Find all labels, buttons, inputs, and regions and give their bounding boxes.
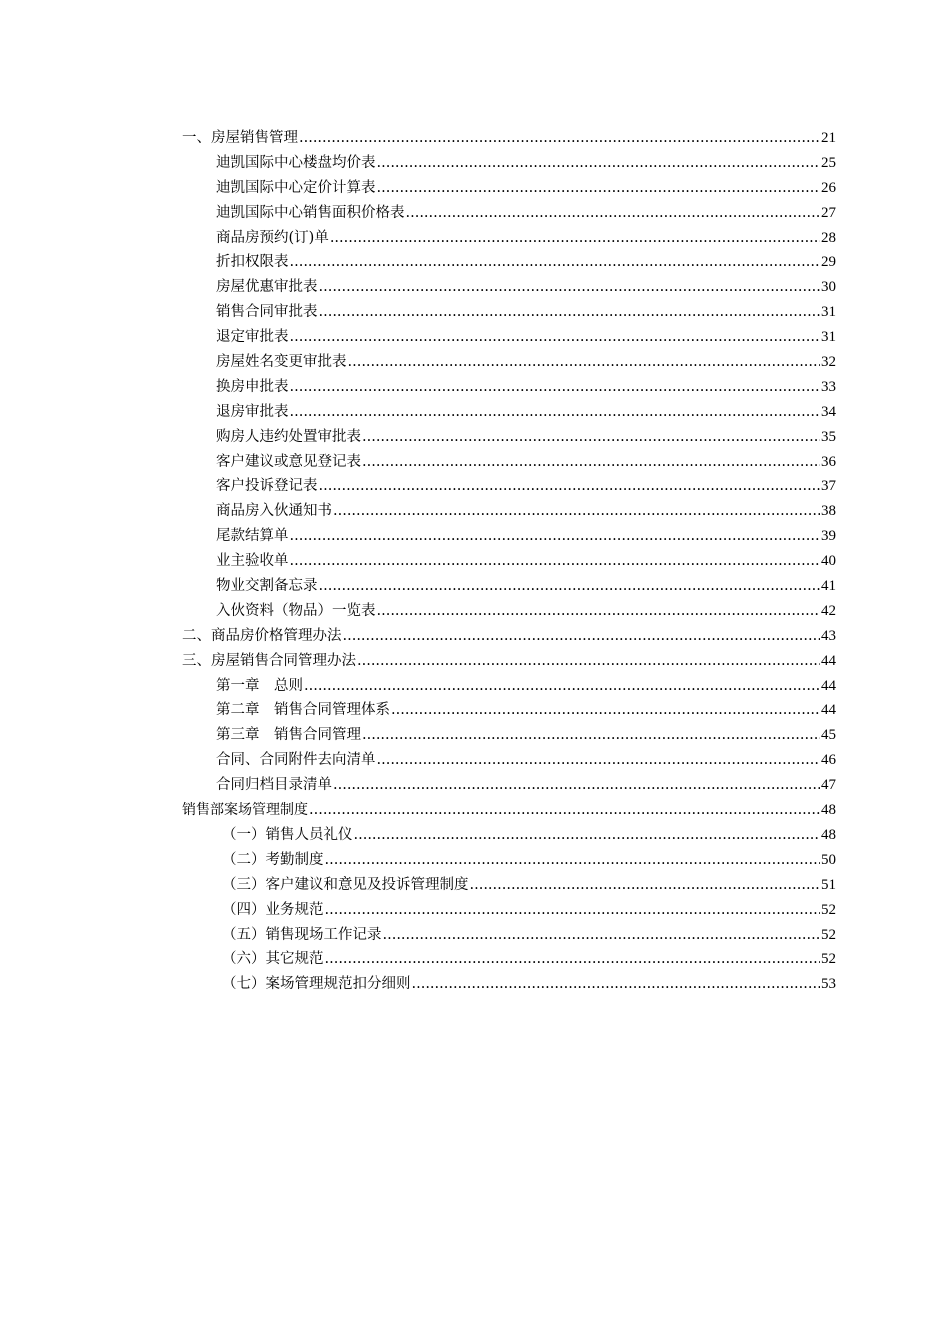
toc-entry[interactable] — [182, 375, 836, 400]
toc-entry-page-number: 37 — [821, 478, 836, 495]
toc-entry[interactable] — [182, 773, 836, 798]
toc-dot-leader — [290, 400, 821, 425]
toc-entry-title: 购房人违约处置审批表 — [216, 428, 361, 445]
toc-dot-leader — [362, 450, 820, 475]
toc-entry-title: 尾款结算单 — [216, 528, 289, 545]
toc-entry-title: 销售部案场管理制度 — [182, 802, 308, 819]
toc-entry-title: 销售合同审批表 — [216, 304, 318, 321]
toc-entry-page-number: 27 — [821, 204, 836, 221]
toc-dot-leader — [354, 823, 821, 848]
toc-dot-leader — [333, 773, 820, 798]
toc-entry-page-number: 29 — [821, 254, 836, 271]
toc-entry-page-number: 26 — [821, 179, 836, 196]
toc-entry-page-number: 25 — [821, 154, 836, 171]
toc-entry[interactable] — [182, 549, 836, 574]
toc-entry-title: 房屋优惠审批表 — [216, 279, 318, 296]
toc-dot-leader — [391, 698, 820, 723]
toc-dot-leader — [290, 524, 821, 549]
toc-entry[interactable] — [182, 151, 836, 176]
toc-entry-page-number: 53 — [821, 976, 836, 993]
toc-entry[interactable] — [182, 176, 836, 201]
toc-entry-page-number: 51 — [821, 876, 836, 893]
toc-entry-page-number: 40 — [821, 553, 836, 570]
toc-entry[interactable] — [182, 698, 836, 723]
toc-dot-leader — [377, 599, 821, 624]
toc-entry-page-number: 48 — [821, 802, 836, 819]
toc-entry[interactable] — [182, 201, 836, 226]
toc-entry-title: 一、房屋销售管理 — [182, 130, 298, 146]
toc-dot-leader — [325, 898, 821, 923]
toc-entry-page-number: 30 — [821, 279, 836, 296]
toc-entry-title: （六）其它规范 — [222, 951, 324, 968]
toc-entry-title: 客户投诉登记表 — [216, 478, 318, 495]
toc-entry-page-number: 35 — [821, 428, 836, 445]
toc-entry-page-number: 33 — [821, 378, 836, 395]
toc-entry-page-number: 34 — [821, 403, 836, 420]
toc-dot-leader — [319, 275, 821, 300]
toc-dot-leader — [470, 873, 821, 898]
toc-entry-page-number: 52 — [821, 926, 836, 943]
toc-entry-title: 入伙资料（物品）一览表 — [216, 602, 376, 619]
toc-entry-page-number: 48 — [821, 826, 836, 843]
toc-entry-page-number: 52 — [821, 901, 836, 918]
toc-entry[interactable] — [182, 524, 836, 549]
toc-entry[interactable] — [182, 574, 836, 599]
toc-entry-title: 退定审批表 — [216, 329, 289, 346]
toc-entry-title: 商品房入伙通知书 — [216, 503, 332, 520]
toc-dot-leader — [319, 574, 821, 599]
toc-entry[interactable] — [182, 275, 836, 300]
toc-dot-leader — [343, 624, 821, 649]
toc-entry-title: （七）案场管理规范扣分细则 — [222, 976, 411, 993]
toc-dot-leader — [377, 748, 821, 773]
toc-dot-leader — [330, 226, 820, 251]
toc-entry-page-number: 41 — [821, 578, 836, 595]
toc-dot-leader — [333, 499, 820, 524]
toc-dot-leader — [304, 674, 820, 699]
toc-dot-leader — [319, 300, 821, 325]
toc-entry-page-number: 21 — [821, 130, 836, 146]
toc-entry-title: （三）客户建议和意见及投诉管理制度 — [222, 876, 469, 893]
toc-entry-title: 业主验收单 — [216, 553, 289, 570]
toc-entry-page-number: 42 — [821, 602, 836, 619]
toc-dot-leader — [406, 201, 821, 226]
toc-entry-page-number: 31 — [821, 329, 836, 346]
toc-entry-title: 三、房屋销售合同管理办法 — [182, 652, 356, 669]
toc-entry[interactable] — [182, 624, 836, 649]
toc-entry-page-number: 47 — [821, 777, 836, 794]
toc-entry[interactable] — [182, 126, 836, 151]
toc-entry-title: 房屋姓名变更审批表 — [216, 354, 347, 371]
toc-entry-page-number: 43 — [821, 627, 836, 644]
toc-dot-leader — [290, 325, 821, 350]
toc-entry-title: 迪凯国际中心定价计算表 — [216, 179, 376, 196]
toc-entry-title: 合同归档目录清单 — [216, 777, 332, 794]
toc-entry-title: 商品房预约(订)单 — [216, 229, 329, 246]
toc-entry-page-number: 36 — [821, 453, 836, 470]
toc-dot-leader — [383, 923, 821, 948]
toc-entry[interactable] — [182, 300, 836, 325]
toc-entry-page-number: 50 — [821, 851, 836, 868]
toc-entry[interactable] — [182, 226, 836, 251]
toc-entry-title: 迪凯国际中心销售面积价格表 — [216, 204, 405, 221]
toc-entry[interactable] — [182, 674, 836, 699]
table-of-contents — [182, 126, 836, 997]
toc-entry-page-number: 46 — [821, 752, 836, 769]
toc-dot-leader — [290, 250, 821, 275]
toc-dot-leader — [357, 649, 820, 674]
toc-dot-leader — [325, 848, 821, 873]
toc-entry[interactable] — [182, 898, 836, 923]
toc-entry-page-number: 44 — [821, 652, 836, 669]
toc-entry-title: 第三章 销售合同管理 — [216, 727, 361, 744]
toc-entry[interactable] — [182, 972, 836, 997]
toc-entry[interactable] — [182, 450, 836, 475]
toc-entry[interactable] — [182, 873, 836, 898]
toc-entry-page-number: 31 — [821, 304, 836, 321]
toc-dot-leader — [325, 947, 821, 972]
toc-entry[interactable] — [182, 923, 836, 948]
toc-entry-page-number: 32 — [821, 354, 836, 371]
toc-entry[interactable] — [182, 499, 836, 524]
toc-entry[interactable] — [182, 798, 836, 823]
toc-entry-title: 退房审批表 — [216, 403, 289, 420]
toc-entry-page-number: 44 — [821, 677, 836, 694]
toc-entry[interactable] — [182, 823, 836, 848]
toc-entry-title: 第二章 销售合同管理体系 — [216, 702, 390, 719]
toc-entry-title: 物业交割备忘录 — [216, 578, 318, 595]
toc-entry-page-number: 39 — [821, 528, 836, 545]
toc-entry-page-number: 52 — [821, 951, 836, 968]
toc-entry-title: 折扣权限表 — [216, 254, 289, 271]
toc-dot-leader — [377, 176, 821, 201]
toc-entry[interactable] — [182, 848, 836, 873]
toc-dot-leader — [290, 375, 821, 400]
toc-entry[interactable] — [182, 425, 836, 450]
toc-entry[interactable] — [182, 748, 836, 773]
toc-entry[interactable] — [182, 325, 836, 350]
toc-entry-title: （五）销售现场工作记录 — [222, 926, 382, 943]
toc-dot-leader — [309, 798, 820, 823]
toc-entry[interactable] — [182, 947, 836, 972]
toc-entry-page-number: 28 — [821, 229, 836, 246]
toc-entry[interactable] — [182, 474, 836, 499]
toc-entry[interactable] — [182, 400, 836, 425]
toc-dot-leader — [299, 126, 820, 151]
toc-entry[interactable] — [182, 599, 836, 624]
toc-entry-title: 第一章 总则 — [216, 677, 303, 694]
toc-entry-title: （一）销售人员礼仪 — [222, 826, 353, 843]
toc-entry-title: 合同、合同附件去向清单 — [216, 752, 376, 769]
toc-entry-title: 二、商品房价格管理办法 — [182, 627, 342, 644]
toc-entry-page-number: 38 — [821, 503, 836, 520]
toc-entry-title: （二）考勤制度 — [222, 851, 324, 868]
toc-entry-title: （四）业务规范 — [222, 901, 324, 918]
toc-entry-title: 迪凯国际中心楼盘均价表 — [216, 154, 376, 171]
toc-entry[interactable] — [182, 723, 836, 748]
toc-dot-leader — [362, 425, 820, 450]
toc-dot-leader — [412, 972, 821, 997]
toc-entry-title: 换房申批表 — [216, 378, 289, 395]
toc-entry-page-number: 44 — [821, 702, 836, 719]
toc-dot-leader — [290, 549, 821, 574]
toc-entry[interactable] — [182, 250, 836, 275]
toc-dot-leader — [348, 350, 821, 375]
toc-entry-page-number: 45 — [821, 727, 836, 744]
toc-entry-title: 客户建议或意见登记表 — [216, 453, 361, 470]
toc-entry[interactable] — [182, 350, 836, 375]
toc-dot-leader — [362, 723, 820, 748]
toc-dot-leader — [319, 474, 821, 499]
toc-entry[interactable] — [182, 649, 836, 674]
toc-dot-leader — [377, 151, 821, 176]
